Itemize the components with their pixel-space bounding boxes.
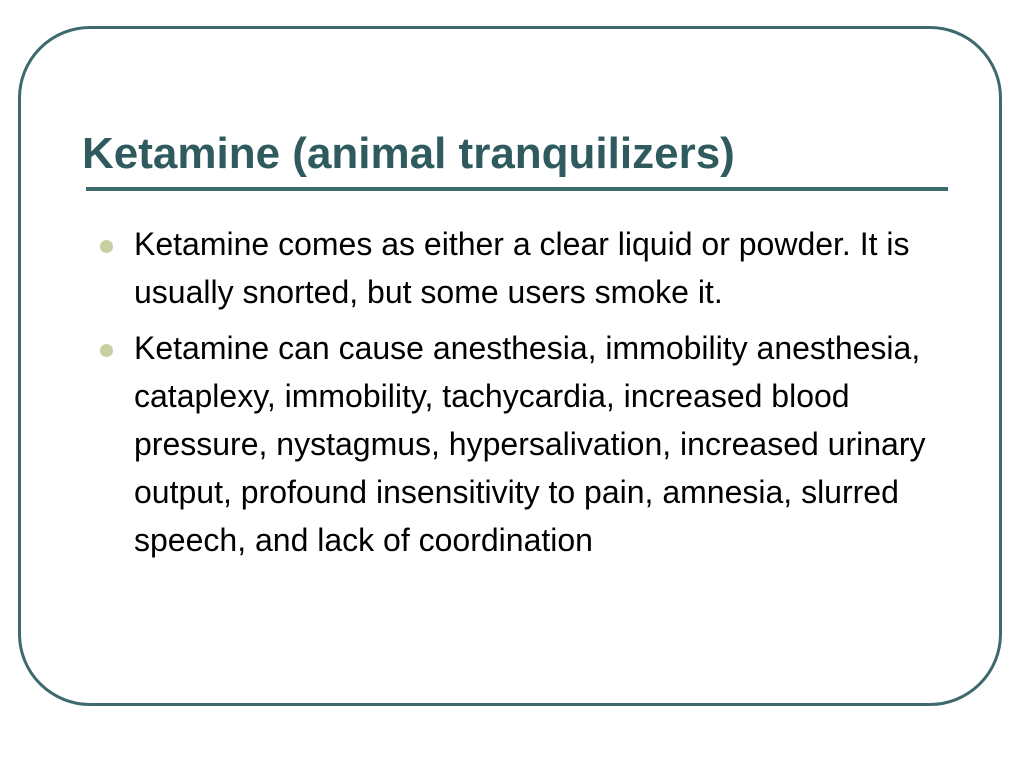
title-underline xyxy=(86,187,948,191)
bullet-item xyxy=(96,220,956,316)
bullet-item xyxy=(96,324,956,564)
slide-title: Ketamine (animal tranquilizers) xyxy=(82,129,735,178)
bullet-dot-icon xyxy=(100,240,113,253)
bullet-dot-icon xyxy=(100,344,113,357)
bullet-list xyxy=(96,220,956,572)
bullet-text: Ketamine can cause anesthesia, immobility anesthesia, cataplexy, immobility, tachycardia, increased blood pressure, nystagmus, hypersalivation, increased urinary output, profound insensitivity to pain, amnesia, slurred speech, and lack of coordination xyxy=(134,330,926,558)
bullet-text: Ketamine comes as either a clear liquid or powder. It is usually snorted, but some users smoke it. xyxy=(134,226,910,310)
